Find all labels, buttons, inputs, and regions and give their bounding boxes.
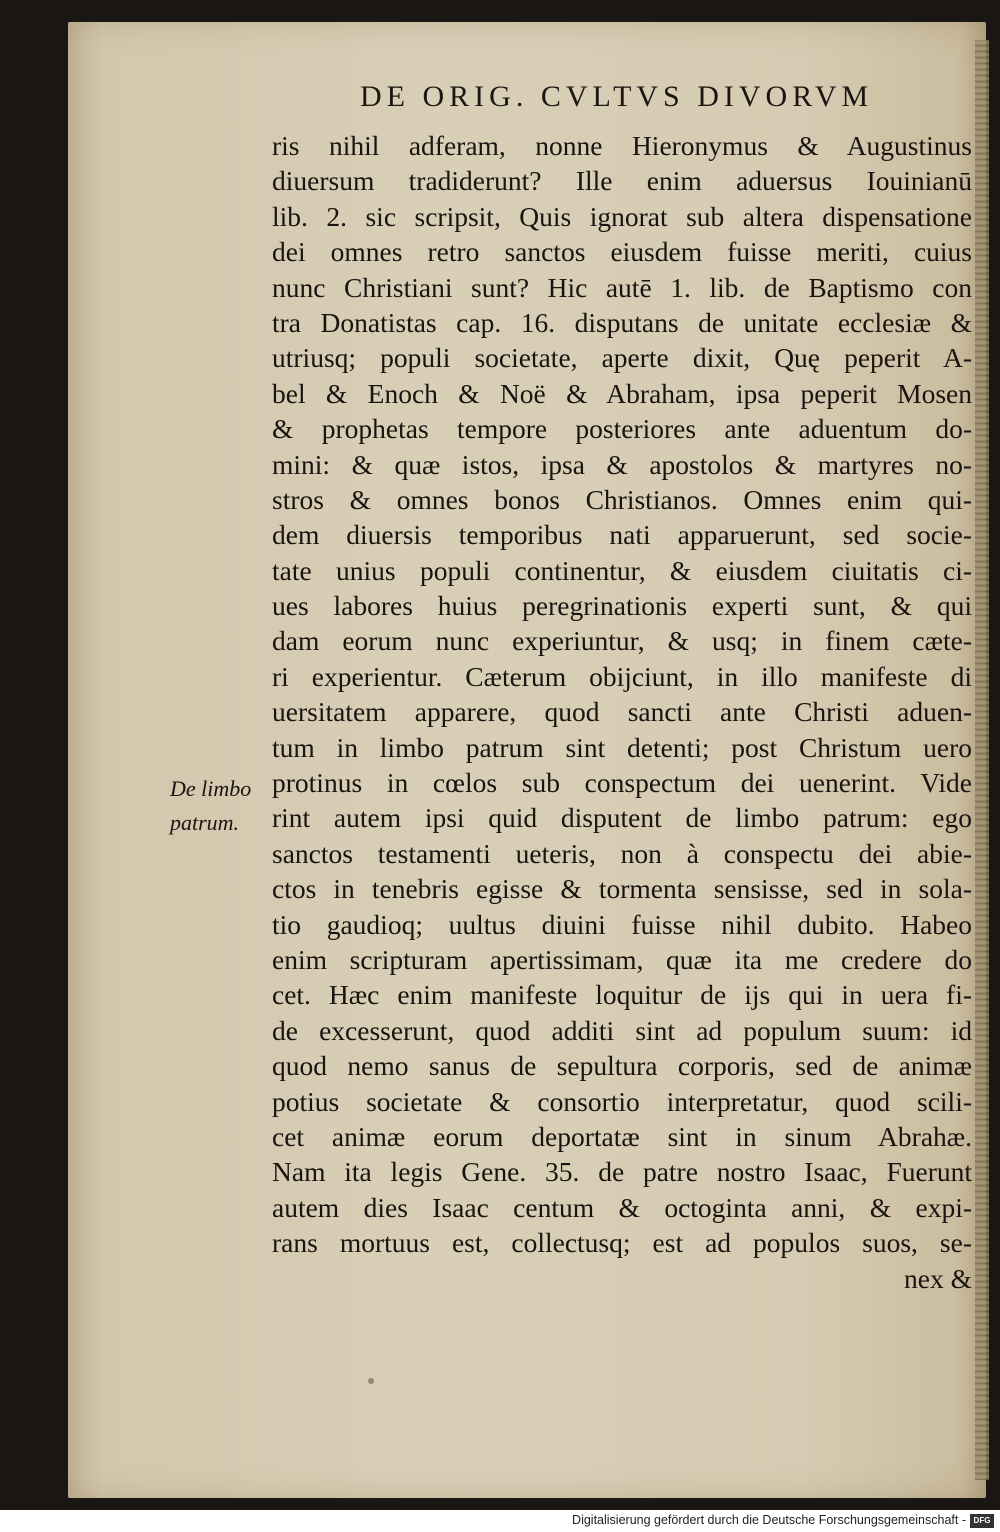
text-line: utriusq; populi societate, aperte dixit, Quę peperit A- bbox=[272, 342, 972, 374]
text-line: bel & Enoch & Noë & Abraham, ipsa peperit Mosen bbox=[272, 377, 972, 409]
text-line: cet animæ eorum deportatæ sint in sinum Abrahæ. bbox=[272, 1120, 972, 1152]
marginal-note bbox=[170, 772, 266, 840]
text-line: lib. 2. sic scripsit, Quis ignorat sub altera dispensatione bbox=[272, 200, 972, 232]
text-line: ues labores huius peregrinationis experti sunt, & qui bbox=[272, 590, 972, 622]
text-line: tio gaudioq; uultus diuini fuisse nihil dubito. Habeo bbox=[272, 908, 972, 940]
marginal-note-line: patrum. bbox=[170, 810, 240, 835]
text-line: Nam ita legis Gene. 35. de patre nostro Isaac, Fuerunt bbox=[272, 1156, 972, 1188]
text-line: tum in limbo patrum sint detenti; post Christum uero bbox=[272, 731, 972, 763]
text-line: cet. Hæc enim manifeste loquitur de ijs qui in uera fi- bbox=[272, 979, 972, 1011]
text-line: rans mortuus est, collectusq; est ad populos suos, se- bbox=[272, 1227, 972, 1259]
page-edge bbox=[975, 40, 989, 1480]
text-line: uersitatem apparere, quod sancti ante Christi aduen- bbox=[272, 696, 972, 728]
ink-spot bbox=[368, 1378, 374, 1384]
text-line: stros & omnes bonos Christianos. Omnes enim qui- bbox=[272, 483, 972, 515]
catchword: nex & bbox=[904, 1262, 972, 1294]
text-line: diuersum tradiderunt? Ille enim aduersus Iouinianū bbox=[272, 165, 972, 197]
text-line: sanctos testamenti ueteris, non à conspectu dei abie- bbox=[272, 837, 972, 869]
text-line: dem diuersis temporibus nati apparuerunt, sed socie- bbox=[272, 519, 972, 551]
text-line: ris nihil adferam, nonne Hieronymus & Augustinus bbox=[272, 130, 972, 161]
body-text bbox=[272, 128, 972, 1296]
text-line: & prophetas tempore posteriores ante aduentum do- bbox=[272, 413, 972, 445]
text-line: rint autem ipsi quid disputent de limbo patrum: ego bbox=[272, 802, 972, 834]
text-line: potius societate & consortio interpretatur, quod scili- bbox=[272, 1085, 972, 1117]
text-line: ri experientur. Cæterum obijciunt, in illo manifeste di bbox=[272, 660, 972, 692]
text-line: de excesserunt, quod additi sint ad populum suum: id bbox=[272, 1014, 972, 1046]
text-line: dei omnes retro sanctos eiusdem fuisse meriti, cuius bbox=[272, 236, 972, 268]
marginal-note-line: De limbo bbox=[170, 776, 252, 801]
text-line: enim scripturam apertissimam, quæ ita me credere do bbox=[272, 943, 972, 975]
dfg-logo-icon: DFG bbox=[970, 1514, 994, 1528]
digitization-footer bbox=[0, 1510, 1000, 1532]
text-line: tra Donatistas cap. 16. disputans de unitate ecclesiæ & bbox=[272, 306, 972, 338]
text-line: protinus in cœlos sub conspectum dei uenerint. Vide bbox=[272, 767, 972, 799]
footer-text: Digitalisierung gefördert durch die Deutsche Forschungsgemeinschaft - bbox=[572, 1513, 966, 1527]
text-line: tate unius populi continentur, & eiusdem ciuitatis ci- bbox=[272, 554, 972, 586]
text-line: nunc Christiani sunt? Hic autē 1. lib. de Baptismo con bbox=[272, 271, 972, 303]
text-line: ctos in tenebris egisse & tormenta sensisse, sed in sola- bbox=[272, 873, 972, 905]
running-head: DE ORIG. CVLTVS DIVORVM bbox=[360, 80, 874, 113]
text-line: dam eorum nunc experiuntur, & usq; in finem cæte- bbox=[272, 625, 972, 657]
text-line: quod nemo sanus de sepultura corporis, sed de animæ bbox=[272, 1050, 972, 1082]
text-line: autem dies Isaac centum & octoginta anni, & expi- bbox=[272, 1191, 972, 1223]
text-line: mini: & quæ istos, ipsa & apostolos & martyres no- bbox=[272, 448, 972, 480]
